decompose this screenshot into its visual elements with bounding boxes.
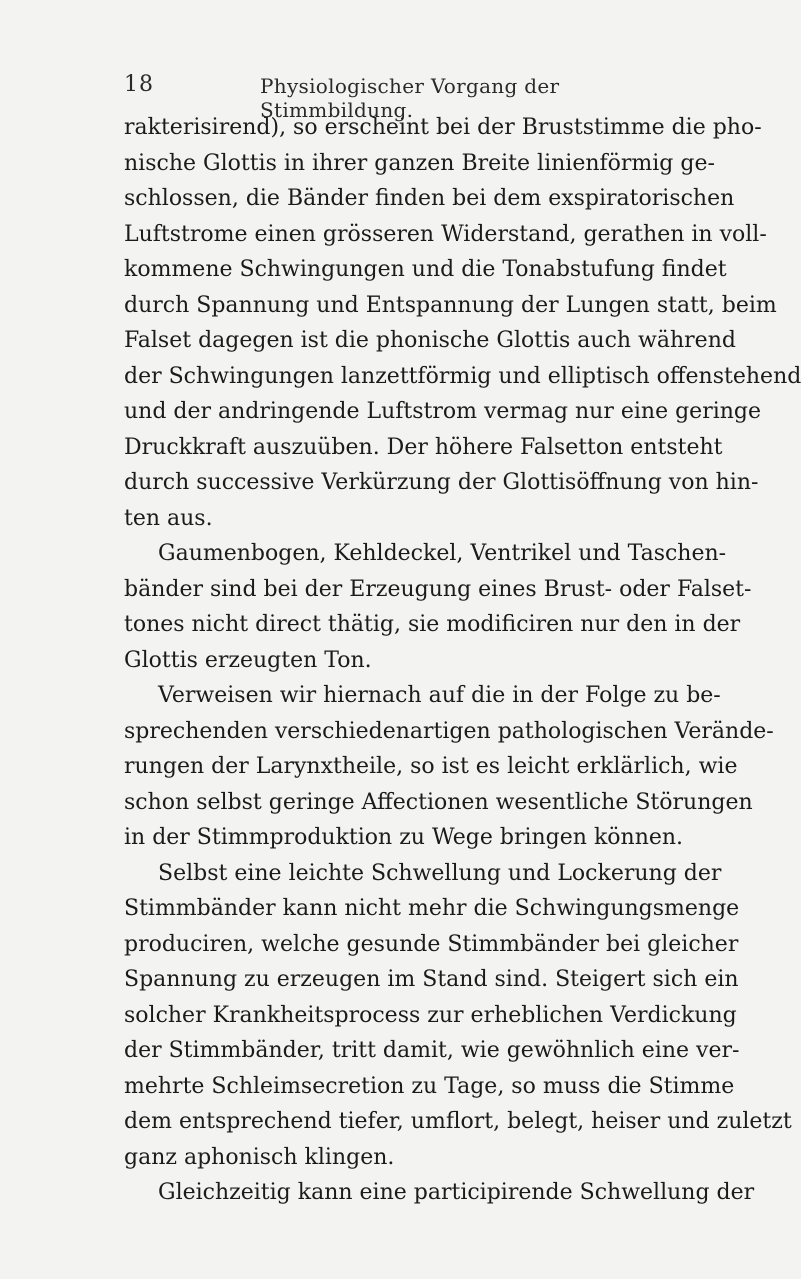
- text-line: und der andringende Luftstrom vermag nur eine geringe: [124, 399, 762, 424]
- page-header: [124, 72, 684, 122]
- text-line: produciren, welche gesunde Stimmbänder bei gleicher: [124, 931, 739, 957]
- page-number: 18: [124, 72, 154, 97]
- text-line: durch successive Verkürzung der Glottisöffnung von hin-: [124, 470, 759, 495]
- text-line: der Stimmbänder, tritt damit, wie gewöhnlich eine ver-: [124, 1038, 740, 1063]
- text-line: durch Spannung und Entspannung der Lungen statt, beim: [124, 292, 777, 318]
- text-line: rungen der Larynxtheile, so ist es leicht erklärlich, wie: [124, 754, 738, 779]
- paragraph-start-line: Gleichzeitig kann eine participirende Schwellung der: [158, 1180, 755, 1205]
- text-line: Glottis erzeugten Ton.: [124, 647, 372, 673]
- text-line: sprechenden verschiedenartigen pathologischen Verände-: [124, 718, 774, 744]
- text-line: der Schwingungen lanzettförmig und elliptisch offenstehend: [124, 363, 801, 389]
- text-line: Druckkraft auszuüben. Der höhere Falsetton entsteht: [124, 434, 723, 460]
- paragraph-start-line: Selbst eine leichte Schwellung und Lockerung der: [158, 860, 722, 886]
- body-text: [124, 110, 801, 1211]
- text-line: nische Glottis in ihrer ganzen Breite linienförmig ge-: [124, 150, 715, 176]
- paragraph-start-line: Gaumenbogen, Kehldeckel, Ventrikel und Taschen-: [158, 541, 727, 566]
- paragraph-start-line: Verweisen wir hiernach auf die in der Folge zu be-: [158, 683, 721, 708]
- text-line: Luftstrome einen grösseren Widerstand, gerathen in voll-: [124, 221, 767, 247]
- text-line: tones nicht direct thätig, sie modificiren nur den in der: [124, 612, 741, 637]
- text-line: Falset dagegen ist die phonische Glottis auch während: [124, 328, 736, 353]
- text-line: kommene Schwingungen und die Tonabstufung findet: [124, 257, 727, 282]
- text-line: ganz aphonisch klingen.: [124, 1144, 395, 1170]
- text-line: bänder sind bei der Erzeugung eines Brust- oder Falset-: [124, 576, 752, 602]
- text-line: rakterisirend), so erscheint bei der Bruststimme die pho-: [124, 115, 762, 140]
- running-head: Physiologischer Vorgang der Stimmbildung.: [260, 74, 560, 122]
- text-line: solcher Krankheitsprocess zur erheblichen Verdickung: [124, 1002, 737, 1028]
- text-line: mehrte Schleimsecretion zu Tage, so muss die Stimme: [124, 1073, 735, 1099]
- text-line: Stimmbänder kann nicht mehr die Schwingungsmenge: [124, 896, 740, 921]
- text-line: schon selbst geringe Affectionen wesentliche Störungen: [124, 789, 753, 815]
- text-line: ten aus.: [124, 505, 213, 531]
- text-line: schlossen, die Bänder finden bei dem exspiratorischen: [124, 186, 735, 211]
- text-line: dem entsprechend tiefer, umflort, belegt, heiser und zuletzt: [124, 1109, 792, 1134]
- text-line: Spannung zu erzeugen im Stand sind. Steigert sich ein: [124, 967, 739, 992]
- text-line: in der Stimmproduktion zu Wege bringen können.: [124, 825, 684, 850]
